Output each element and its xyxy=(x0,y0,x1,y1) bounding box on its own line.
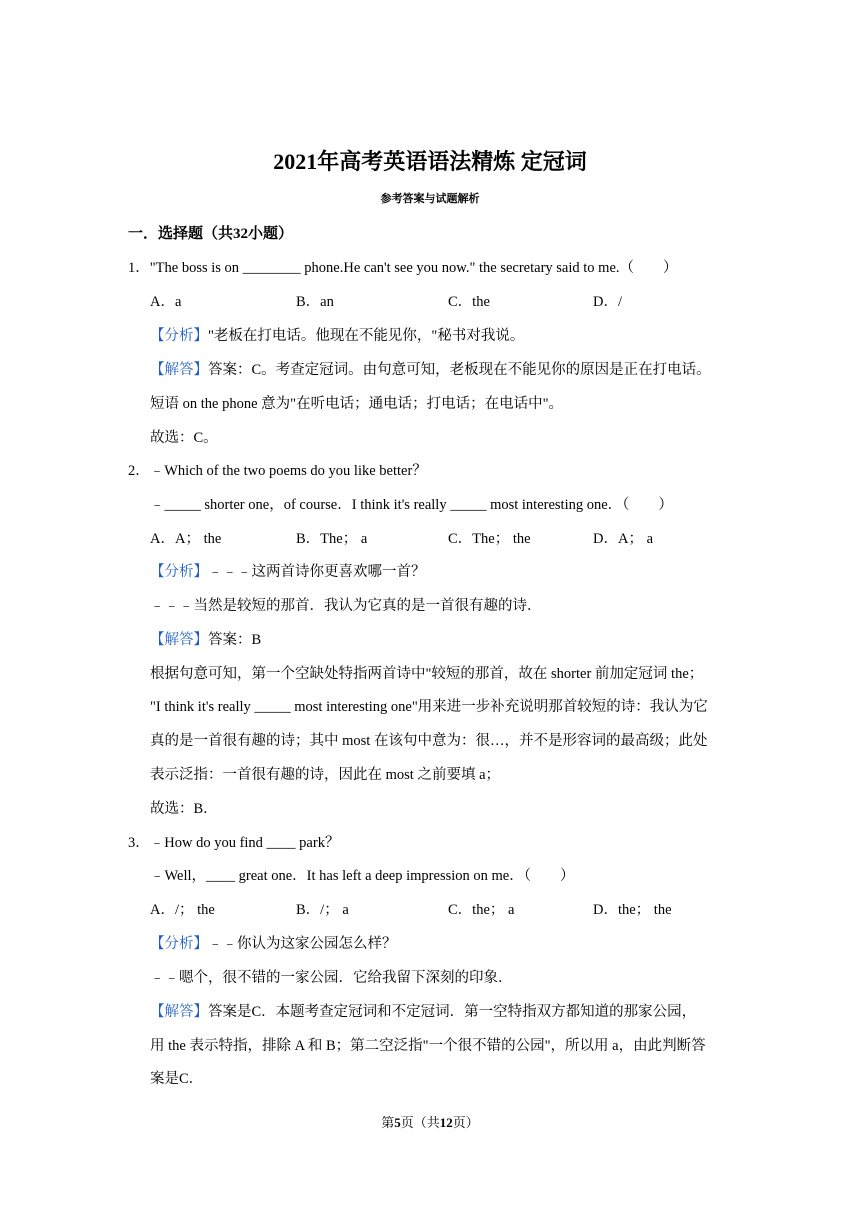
q2-answer-line2: 根据句意可知，第一个空缺处特指两首诗中"较短的那首，故在 shorter 前加定冠词 the； xyxy=(150,666,704,682)
page-subtitle: 参考答案与试题解析 xyxy=(380,193,480,205)
analysis-tag: 【分析】 xyxy=(150,564,208,580)
q1-analysis-text: "老板在打电话。他现在不能见你，"秘书对我说。 xyxy=(208,328,525,344)
footer-suffix: 页） xyxy=(452,1115,479,1130)
q2-conclusion: 故选：B． xyxy=(150,801,218,817)
q2-option-d: D．A； a xyxy=(593,531,654,547)
q2-answer-line4: 真的是一首很有趣的诗；其中 most 在该句中意为：很…，并不是形容词的最高级；此处 xyxy=(150,733,708,749)
section-heading: 一．选择题（共32小题） xyxy=(128,226,294,242)
q2-answer-line5: 表示泛指：一首很有趣的诗，因此在 most 之前要填 a； xyxy=(150,767,501,783)
q2-stem: 2．﹣Which of the two poems do you like better？ xyxy=(128,463,427,479)
q3-option-a: A．/； the xyxy=(150,902,215,918)
q2-answer xyxy=(150,630,261,650)
q3-option-b: B．/； a xyxy=(296,902,349,918)
q2-answer-line3: "I think it's really _____ most interesting one"用来进一步补充说明那首较短的诗：我认为它 xyxy=(150,699,708,715)
q1-answer-line2: 短语 on the phone 意为"在听电话；通电话；打电话；在电话中"。 xyxy=(150,396,563,412)
q3-answer-line3: 案是C． xyxy=(150,1071,204,1087)
q1-option-d: D．/ xyxy=(593,294,622,310)
answer-tag: 【解答】 xyxy=(150,362,208,378)
q2-option-a: A．A； the xyxy=(150,531,222,547)
q3-stem-line2: ﹣Well，____ great one．It has left a deep impression on me．（ ） xyxy=(150,868,575,884)
q3-stem: 3．﹣How do you find ____ park？ xyxy=(128,835,340,851)
q1-answer-text: 答案：C。考查定冠词。由句意可知，老板现在不能见你的原因是正在打电话。 xyxy=(208,362,711,378)
total-page-number: 12 xyxy=(439,1115,453,1130)
q1-option-b: B．an xyxy=(296,294,334,310)
q2-option-c: C．The； the xyxy=(448,531,531,547)
q2-analysis-text: ﹣﹣﹣这两首诗你更喜欢哪一首？ xyxy=(208,564,426,580)
q2-answer-text: 答案：B xyxy=(208,632,262,648)
q1-conclusion: 故选：C。 xyxy=(150,430,218,446)
footer-prefix: 第 xyxy=(381,1115,395,1130)
analysis-tag: 【分析】 xyxy=(150,328,208,344)
answer-tag: 【解答】 xyxy=(150,1004,208,1020)
q1-option-c: C．the xyxy=(448,294,490,310)
q2-stem-line2: ﹣_____ shorter one，of course．I think it's really _____ most interesting one．（ ） xyxy=(150,497,673,513)
q1-option-a: A．a xyxy=(150,294,182,310)
q3-analysis-text: ﹣﹣你认为这家公园怎么样？ xyxy=(208,936,397,952)
q3-answer xyxy=(150,1002,696,1022)
q1-stem: 1．"The boss is on ________ phone.He can't see you now." the secretary said to me.（ ） xyxy=(128,260,678,276)
q3-answer-line2: 用 the 表示特指，排除 A 和 B；第二空泛指"一个很不错的公园"，所以用 a，由此判断答 xyxy=(150,1038,706,1054)
current-page-number: 5 xyxy=(394,1115,401,1130)
answer-tag: 【解答】 xyxy=(150,632,208,648)
page-title: 2021年高考英语语法精炼 定冠词 xyxy=(273,149,587,174)
q3-analysis-line2: ﹣﹣嗯个，很不错的一家公园．它给我留下深刻的印象． xyxy=(150,970,513,986)
q1-answer xyxy=(150,360,711,380)
q3-option-d: D．the； the xyxy=(593,902,672,918)
q3-analysis xyxy=(150,934,397,954)
q2-analysis xyxy=(150,562,426,582)
q1-analysis xyxy=(150,326,524,346)
page-footer xyxy=(0,1112,860,1131)
q2-option-b: B．The； a xyxy=(296,531,368,547)
q3-option-c: C．the； a xyxy=(448,902,515,918)
q3-answer-text: 答案是C．本题考查定冠词和不定冠词．第一空特指双方都知道的那家公园， xyxy=(208,1004,697,1020)
analysis-tag: 【分析】 xyxy=(150,936,208,952)
footer-middle: 页（共 xyxy=(400,1115,440,1130)
q2-analysis-line2: ﹣﹣﹣当然是较短的那首．我认为它真的是一首很有趣的诗． xyxy=(150,598,542,614)
